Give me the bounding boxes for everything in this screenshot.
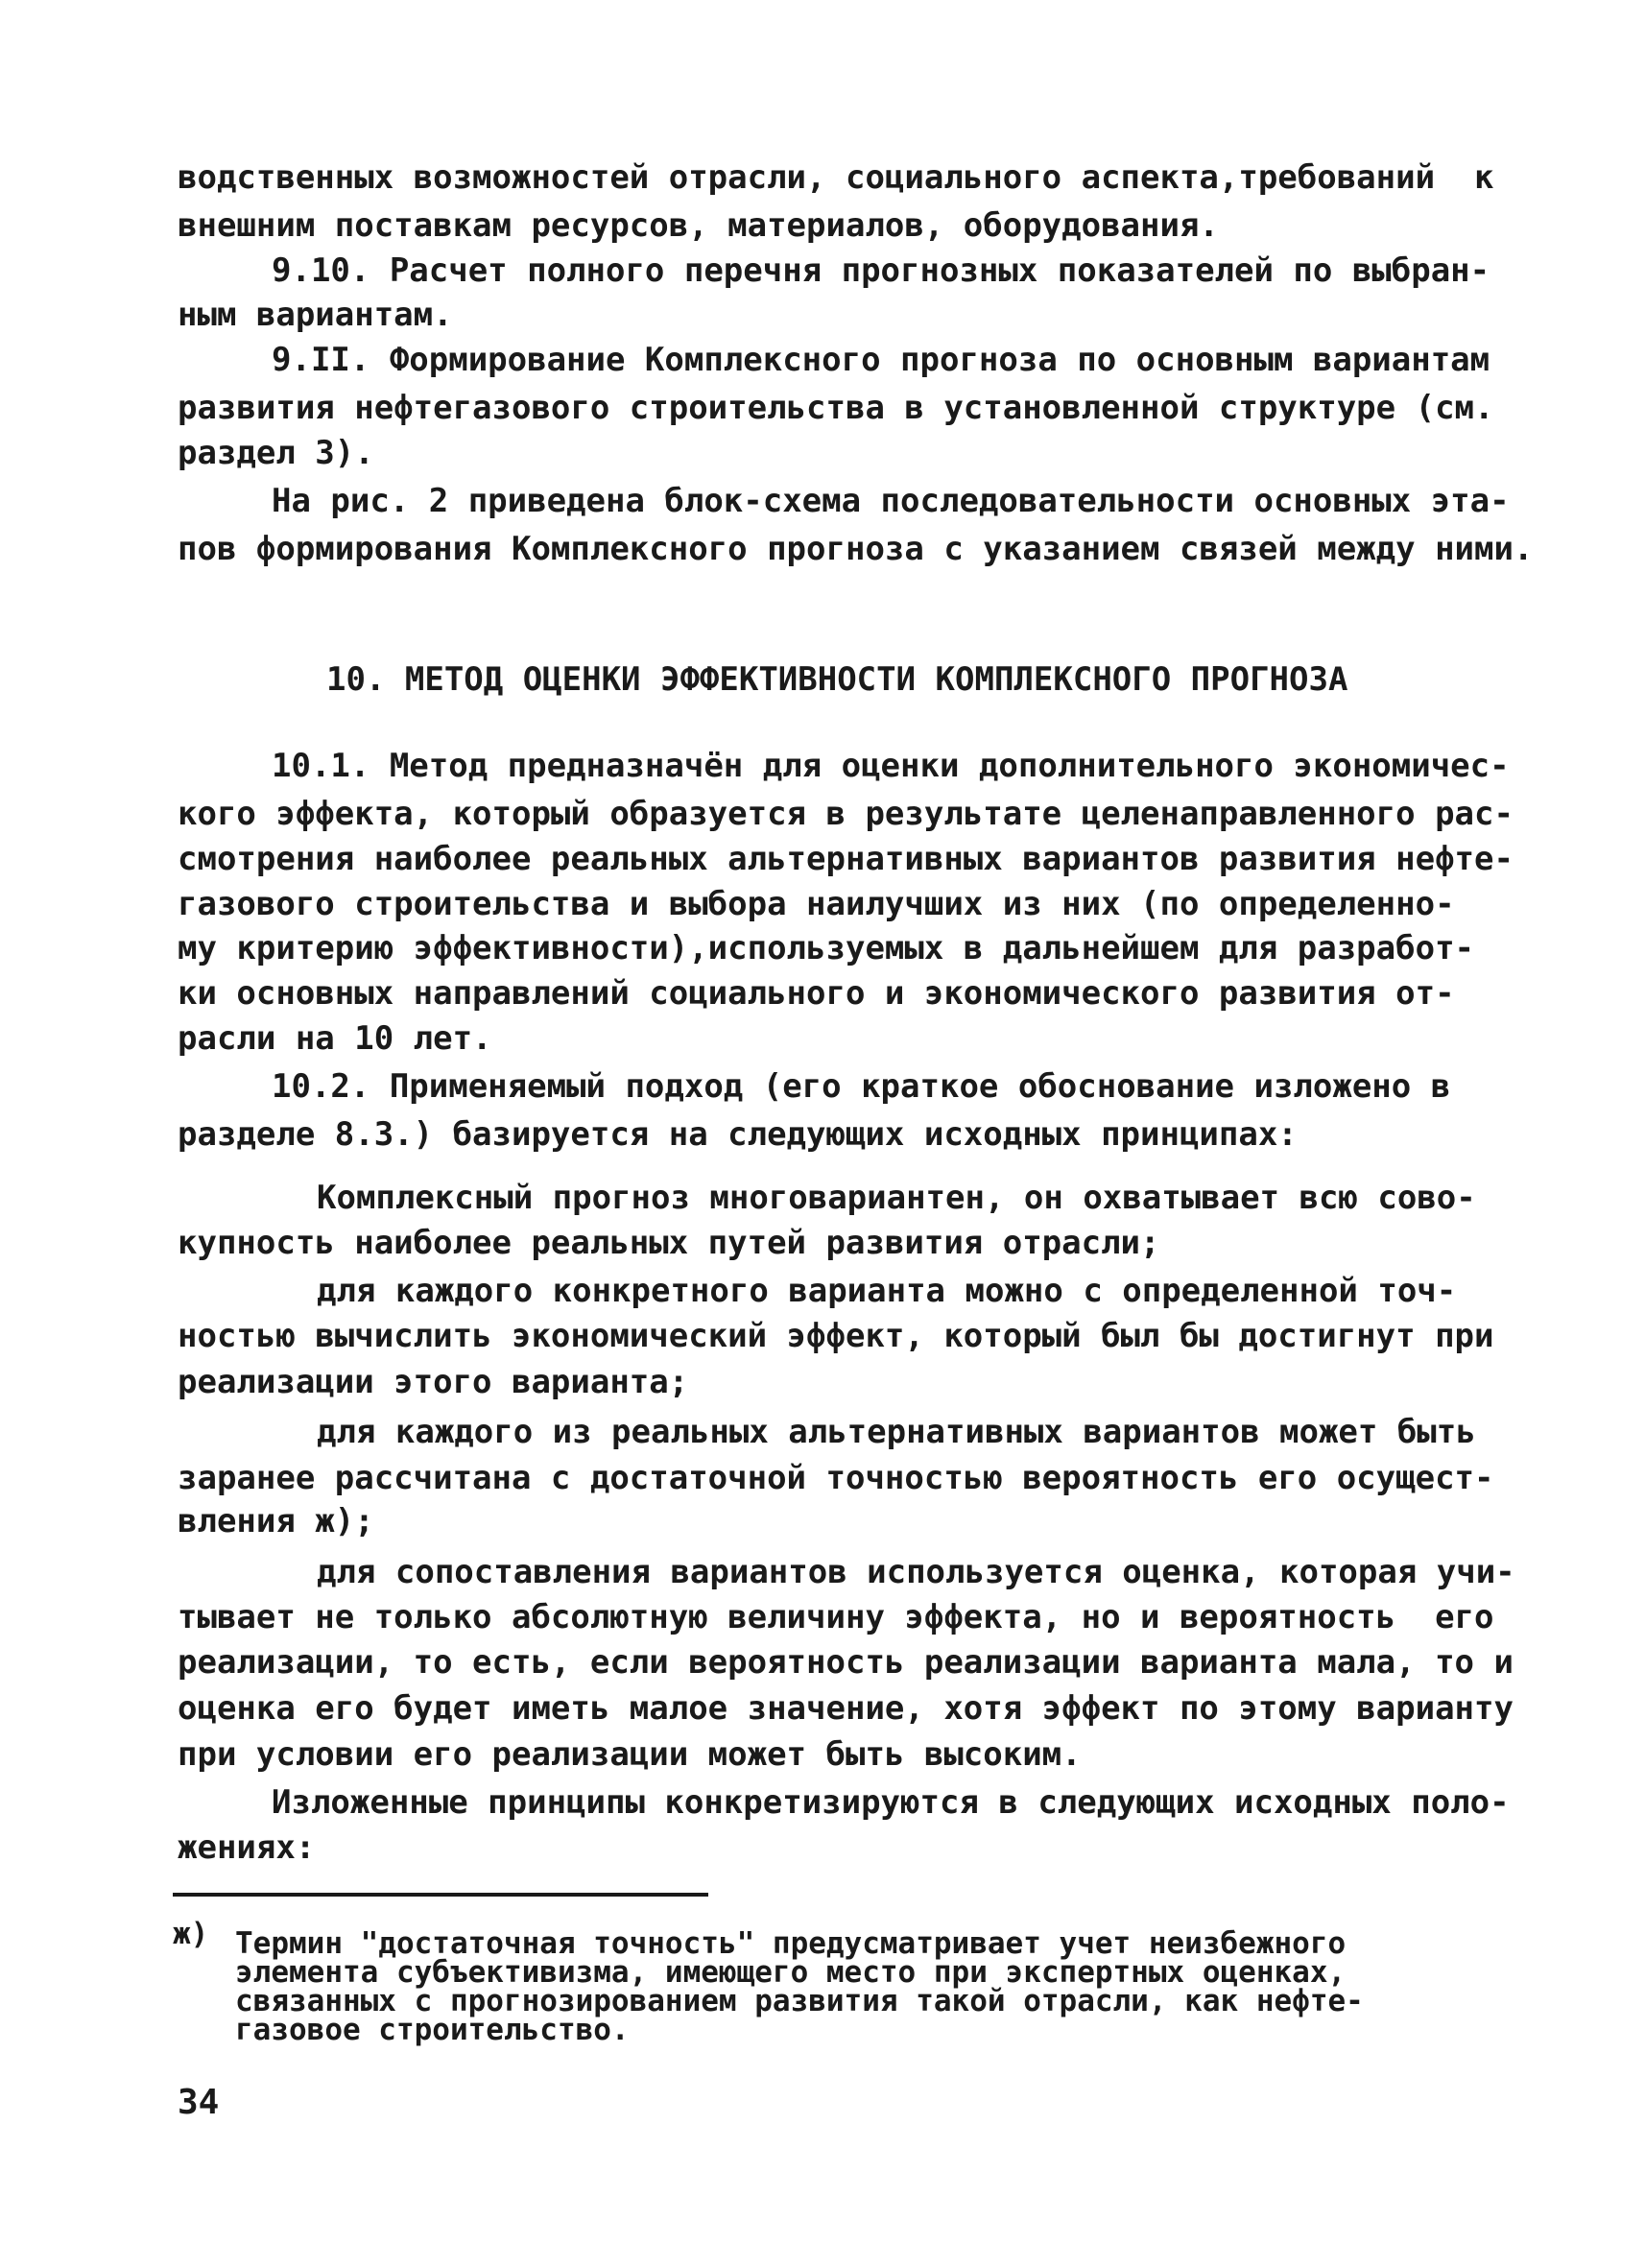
text-line: кого эффекта, который образуется в результате целенаправленного рас- bbox=[178, 795, 1514, 833]
text-line: оценка его будет иметь малое значение, хотя эффект по этому варианту bbox=[178, 1689, 1514, 1728]
text-line: ностью вычислить экономический эффект, который был бы достигнут при bbox=[178, 1317, 1494, 1355]
text-line: водственных возможностей отрасли, социального аспекта,требований к bbox=[178, 158, 1494, 197]
text-line: ным вариантам. bbox=[178, 296, 453, 334]
text-line: тывает не только абсолютную величину эффекта, но и вероятность его bbox=[178, 1598, 1494, 1636]
text-line: 9.10. Расчет полного перечня прогнозных показателей по выбран- bbox=[272, 251, 1490, 290]
footnote-line: связанных с прогнозированием развития такой отрасли, как нефте- bbox=[235, 1984, 1364, 2018]
text-line: На рис. 2 приведена блок-схема последовательности основных эта- bbox=[272, 482, 1510, 520]
text-line: жениях: bbox=[178, 1828, 316, 1867]
text-line: купность наиболее реальных путей развития отрасли; bbox=[178, 1224, 1160, 1262]
text-line: для сопоставления вариантов используется оценка, которая учи- bbox=[317, 1553, 1515, 1591]
text-line: реализации этого варианта; bbox=[178, 1363, 689, 1401]
page-number: 34 bbox=[178, 2083, 220, 2122]
footnote-line: элемента субъективизма, имеющего место при экспертных оценках, bbox=[235, 1955, 1347, 1990]
text-line: заранее рассчитана с достаточной точностью вероятность его осущест- bbox=[178, 1459, 1494, 1497]
text-line: 10.2. Применяемый подход (его краткое обоснование изложено в bbox=[272, 1067, 1451, 1106]
text-line: ки основных направлений социального и экономического развития от- bbox=[178, 974, 1455, 1013]
text-line: реализации, то есть, если вероятность реализации варианта мала, то и bbox=[178, 1643, 1514, 1682]
text-line: расли на 10 лет. bbox=[178, 1019, 492, 1058]
footnote-marker: ж) bbox=[173, 1917, 209, 1951]
text-line: Изложенные принципы конкретизируются в следующих исходных поло- bbox=[272, 1783, 1510, 1822]
section-heading: 10. МЕТОД ОЦЕНКИ ЭФФЕКТИВНОСТИ КОМПЛЕКСНОГО ПРОГНОЗА bbox=[326, 660, 1348, 699]
text-line: смотрения наиболее реальных альтернативных вариантов развития нефте- bbox=[178, 840, 1514, 878]
footnote-line: Термин "достаточная точность" предусматривает учет неизбежного bbox=[235, 1926, 1347, 1961]
text-line: при условии его реализации может быть высоким. bbox=[178, 1735, 1082, 1774]
text-line: пов формирования Комплексного прогноза с указанием связей между ними. bbox=[178, 530, 1534, 568]
text-line: вления ж); bbox=[178, 1502, 374, 1540]
text-line: 9.II. Формирование Комплексного прогноза по основным вариантам bbox=[272, 341, 1490, 379]
text-line: развития нефтегазового строительства в установленной структуре (см. bbox=[178, 389, 1494, 427]
text-line: для каждого из реальных альтернативных вариантов может быть bbox=[317, 1413, 1476, 1451]
text-line: для каждого конкретного варианта можно с определенной точ- bbox=[317, 1272, 1457, 1310]
text-line: разделе 8.3.) базируется на следующих исходных принципах: bbox=[178, 1115, 1298, 1154]
text-line: газового строительства и выбора наилучших из них (по определенно- bbox=[178, 885, 1455, 923]
footnote-divider bbox=[173, 1893, 708, 1897]
text-line: раздел 3). bbox=[178, 434, 374, 472]
text-line: внешним поставкам ресурсов, материалов, оборудования. bbox=[178, 206, 1219, 245]
footnote-line: газовое строительство. bbox=[235, 2013, 630, 2047]
text-line: 10.1. Метод предназначён для оценки дополнительного экономичес- bbox=[272, 747, 1510, 785]
text-line: му критерию эффективности),используемых в дальнейшем для разработ- bbox=[178, 929, 1475, 967]
text-line: Комплексный прогноз многовариантен, он охватывает всю сово- bbox=[317, 1179, 1476, 1217]
